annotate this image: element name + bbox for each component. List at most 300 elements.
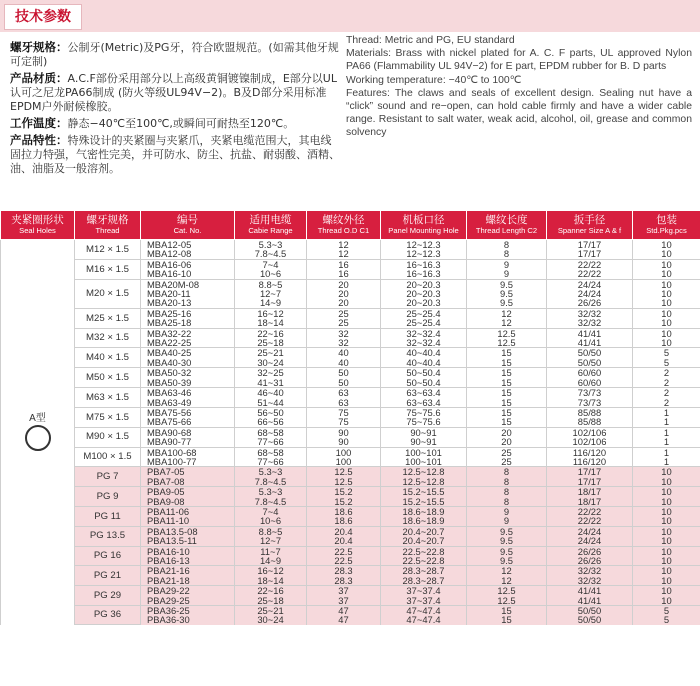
cable-range-cell: 30~24 — [235, 615, 307, 624]
spanner-size-cell: 41/41 — [547, 338, 633, 348]
cat-no-cell: MBA12-05 — [141, 240, 235, 250]
thread-length-cell: 15 — [467, 407, 547, 417]
spanner-size-cell: 24/24 — [547, 289, 633, 298]
thread-length-cell: 12 — [467, 566, 547, 576]
panel-hole-cell: 20~20.3 — [381, 279, 467, 289]
thread-length-cell: 8 — [467, 477, 547, 487]
thread-length-cell: 15 — [467, 615, 547, 624]
thread-od-cell: 25 — [307, 308, 381, 318]
std-pkg-cell: 5 — [633, 348, 700, 358]
thread-length-cell: 20 — [467, 427, 547, 437]
cat-no-cell: PBA13.5-08 — [141, 526, 235, 536]
thread-cell: M63 × 1.5 — [75, 388, 141, 408]
spec-en-material: Materials: Brass with nickel plated for A. C. F parts, UL approved Nylon PA66 (Flammability UL 94V−2) for E part, EPDM rubber for B. D parts — [346, 48, 692, 73]
std-pkg-cell: 10 — [633, 596, 700, 606]
thread-cell: PG 9 — [75, 487, 141, 507]
thread-length-cell: 12.5 — [467, 328, 547, 338]
cat-no-cell: MBA12-08 — [141, 249, 235, 259]
panel-hole-cell: 40~40.4 — [381, 358, 467, 368]
thread-length-cell: 8 — [467, 467, 547, 477]
thread-cell: PG 13.5 — [75, 526, 141, 546]
table-row — [1, 487, 700, 497]
seal-type-label: A型 — [29, 412, 46, 424]
spanner-size-cell: 17/17 — [547, 467, 633, 477]
thread-od-cell: 32 — [307, 338, 381, 348]
cable-range-cell: 22~16 — [235, 586, 307, 596]
thread-cell: M32 × 1.5 — [75, 328, 141, 348]
cable-range-cell: 25~21 — [235, 348, 307, 358]
thread-od-cell: 20 — [307, 298, 381, 308]
spec-cn-features: 产品特性：特殊设计的夹紧圈与夹紧爪，夹紧电缆范围大，其电线固拉力特强，气密性完美，并可防水、防尘、抗盐、耐弱酸、酒精、油、油脂及一般溶剂。 — [10, 133, 340, 175]
thread-od-cell: 16 — [307, 269, 381, 279]
spanner-size-cell: 32/32 — [547, 318, 633, 328]
panel-hole-cell: 50~50.4 — [381, 368, 467, 378]
table-header-row — [1, 211, 700, 240]
table-row — [1, 447, 700, 457]
thread-length-cell: 8 — [467, 487, 547, 497]
table-row — [1, 606, 700, 616]
spanner-size-cell: 102/106 — [547, 437, 633, 447]
cat-no-cell: MBA90-77 — [141, 437, 235, 447]
cable-range-cell: 7~4 — [235, 506, 307, 516]
thread-length-cell: 20 — [467, 437, 547, 447]
thread-od-cell: 28.3 — [307, 566, 381, 576]
std-pkg-cell: 10 — [633, 546, 700, 556]
spec-en-features: Features: The claws and seals of excellent design. Sealing nut have a “click” sound and re−open, can hold cable firmly and have a wider cable range. Resistant to salt water, weak acid, alcohol, oil, grease and common solvency — [346, 87, 692, 139]
thread-od-cell: 22.5 — [307, 546, 381, 556]
panel-hole-cell: 22.5~22.8 — [381, 546, 467, 556]
thread-length-cell: 15 — [467, 398, 547, 408]
panel-hole-cell: 25~25.4 — [381, 308, 467, 318]
cable-range-cell: 30~24 — [235, 358, 307, 368]
spanner-size-cell: 32/32 — [547, 576, 633, 586]
spanner-size-cell: 85/88 — [547, 417, 633, 427]
std-pkg-cell: 1 — [633, 417, 700, 427]
std-pkg-cell: 10 — [633, 556, 700, 566]
std-pkg-cell: 10 — [633, 308, 700, 318]
spanner-size-cell: 50/50 — [547, 615, 633, 624]
thread-length-cell: 25 — [467, 447, 547, 457]
thread-od-cell: 50 — [307, 368, 381, 378]
thread-od-cell: 37 — [307, 596, 381, 606]
spanner-size-cell: 24/24 — [547, 536, 633, 546]
thread-cell: M100 × 1.5 — [75, 447, 141, 467]
thread-od-cell: 15.2 — [307, 487, 381, 497]
table-row — [1, 467, 700, 477]
spec-en-temperature: Working temperature: −40℃ to 100℃ — [346, 74, 522, 86]
thread-od-cell: 20.4 — [307, 536, 381, 546]
table-row — [1, 506, 700, 516]
thread-od-cell: 100 — [307, 457, 381, 467]
std-pkg-cell: 10 — [633, 487, 700, 497]
std-pkg-cell: 10 — [633, 566, 700, 576]
cat-no-cell: MBA22-25 — [141, 338, 235, 348]
table-row — [1, 348, 700, 358]
thread-od-cell: 63 — [307, 388, 381, 398]
cat-no-cell: PBA21-16 — [141, 566, 235, 576]
cable-range-cell: 14~9 — [235, 556, 307, 566]
thread-cell: M50 × 1.5 — [75, 368, 141, 388]
cable-range-cell: 68~58 — [235, 447, 307, 457]
cable-range-cell: 25~18 — [235, 596, 307, 606]
spanner-size-cell: 41/41 — [547, 586, 633, 596]
panel-hole-cell: 75~75.6 — [381, 407, 467, 417]
thread-od-cell: 18.6 — [307, 516, 381, 526]
thread-od-cell: 20 — [307, 289, 381, 298]
cat-no-cell: PBA16-10 — [141, 546, 235, 556]
table-row — [1, 308, 700, 318]
thread-cell: PG 21 — [75, 566, 141, 586]
cat-no-cell: PBA29-25 — [141, 596, 235, 606]
thread-od-cell: 20.4 — [307, 526, 381, 536]
table-row — [1, 279, 700, 289]
cable-range-cell: 10~6 — [235, 516, 307, 526]
panel-hole-cell: 25~25.4 — [381, 318, 467, 328]
thread-length-cell: 15 — [467, 348, 547, 358]
thread-od-cell: 47 — [307, 615, 381, 624]
thread-cell: M75 × 1.5 — [75, 407, 141, 427]
panel-hole-cell: 63~63.4 — [381, 398, 467, 408]
spanner-size-cell: 17/17 — [547, 477, 633, 487]
thread-od-cell: 16 — [307, 259, 381, 269]
std-pkg-cell: 10 — [633, 259, 700, 269]
spanner-size-cell: 26/26 — [547, 556, 633, 566]
cat-no-cell: MBA75-56 — [141, 407, 235, 417]
header-thread-od: 螺纹外径 Thread O.D C1 — [307, 211, 381, 240]
spanner-size-cell: 50/50 — [547, 358, 633, 368]
panel-hole-cell: 15.2~15.5 — [381, 487, 467, 497]
table-row — [1, 526, 700, 536]
thread-length-cell: 9.5 — [467, 298, 547, 308]
panel-hole-cell: 90~91 — [381, 437, 467, 447]
header-cat-no: 编号 Cat. No. — [141, 211, 235, 240]
thread-od-cell: 12 — [307, 240, 381, 250]
header-panel-hole: 机板口径 Panel Mounting Hole — [381, 211, 467, 240]
std-pkg-cell: 10 — [633, 240, 700, 250]
std-pkg-cell: 10 — [633, 279, 700, 289]
panel-hole-cell: 100~101 — [381, 457, 467, 467]
cat-no-cell: PBA7-08 — [141, 477, 235, 487]
cable-range-cell: 18~14 — [235, 576, 307, 586]
cat-no-cell: MBA16-10 — [141, 269, 235, 279]
thread-length-cell: 12 — [467, 318, 547, 328]
table-row — [1, 368, 700, 378]
std-pkg-cell: 5 — [633, 358, 700, 368]
panel-hole-cell: 28.3~28.7 — [381, 566, 467, 576]
thread-length-cell: 9.5 — [467, 546, 547, 556]
thread-od-cell: 15.2 — [307, 497, 381, 507]
panel-hole-cell: 20.4~20.7 — [381, 526, 467, 536]
spanner-size-cell: 18/17 — [547, 497, 633, 507]
thread-length-cell: 12.5 — [467, 338, 547, 348]
cable-range-cell: 8.8~5 — [235, 526, 307, 536]
cat-no-cell: MBA100-68 — [141, 447, 235, 457]
panel-hole-cell: 90~91 — [381, 427, 467, 437]
spanner-size-cell: 41/41 — [547, 596, 633, 606]
std-pkg-cell: 10 — [633, 516, 700, 526]
thread-length-cell: 15 — [467, 378, 547, 388]
thread-cell: PG 29 — [75, 586, 141, 606]
spanner-size-cell: 24/24 — [547, 279, 633, 289]
thread-cell: M40 × 1.5 — [75, 348, 141, 368]
spec-cn-thread: 螺牙规格：公制牙(Metric)及PG牙，符合欧盟规范。(如需其他牙规可定制) — [10, 40, 339, 68]
spec-chinese — [10, 40, 340, 178]
thread-length-cell: 9 — [467, 259, 547, 269]
thread-cell: PG 11 — [75, 506, 141, 526]
std-pkg-cell: 1 — [633, 457, 700, 467]
std-pkg-cell: 10 — [633, 536, 700, 546]
cat-no-cell: MBA50-39 — [141, 378, 235, 388]
cat-no-cell: MBA40-30 — [141, 358, 235, 368]
thread-od-cell: 100 — [307, 447, 381, 457]
table-row — [1, 546, 700, 556]
panel-hole-cell: 16~16.3 — [381, 269, 467, 279]
thread-od-cell: 12.5 — [307, 477, 381, 487]
thread-od-cell: 90 — [307, 427, 381, 437]
panel-hole-cell: 12.5~12.8 — [381, 467, 467, 477]
cable-range-cell: 10~6 — [235, 269, 307, 279]
spec-table — [0, 210, 700, 625]
thread-length-cell: 9.5 — [467, 536, 547, 546]
cable-range-cell: 25~21 — [235, 606, 307, 616]
panel-hole-cell: 37~37.4 — [381, 586, 467, 596]
thread-od-cell: 28.3 — [307, 576, 381, 586]
std-pkg-cell: 10 — [633, 298, 700, 308]
spanner-size-cell: 60/60 — [547, 368, 633, 378]
thread-od-cell: 12.5 — [307, 467, 381, 477]
std-pkg-cell: 10 — [633, 318, 700, 328]
cat-no-cell: PBA11-06 — [141, 506, 235, 516]
thread-length-cell: 8 — [467, 497, 547, 507]
cat-no-cell: MBA20M-08 — [141, 279, 235, 289]
cable-range-cell: 7.8~4.5 — [235, 497, 307, 507]
cable-range-cell: 14~9 — [235, 298, 307, 308]
thread-cell: M16 × 1.5 — [75, 259, 141, 279]
cat-no-cell: PBA13.5-11 — [141, 536, 235, 546]
section-header-bar — [0, 0, 700, 32]
panel-hole-cell: 32~32.4 — [381, 338, 467, 348]
thread-od-cell: 25 — [307, 318, 381, 328]
thread-od-cell: 75 — [307, 407, 381, 417]
table-row — [1, 566, 700, 576]
spanner-size-cell: 26/26 — [547, 546, 633, 556]
cat-no-cell: PBA16-13 — [141, 556, 235, 566]
table-row — [1, 240, 700, 250]
panel-hole-cell: 18.6~18.9 — [381, 516, 467, 526]
thread-length-cell: 15 — [467, 417, 547, 427]
thread-od-cell: 75 — [307, 417, 381, 427]
thread-length-cell: 9.5 — [467, 279, 547, 289]
thread-cell: M90 × 1.5 — [75, 427, 141, 447]
std-pkg-cell: 1 — [633, 427, 700, 437]
cat-no-cell: PBA29-22 — [141, 586, 235, 596]
cable-range-cell: 5.3~3 — [235, 240, 307, 250]
thread-cell: M25 × 1.5 — [75, 308, 141, 328]
spanner-size-cell: 26/26 — [547, 298, 633, 308]
thread-length-cell: 9.5 — [467, 556, 547, 566]
header-thread: 螺牙规格 Thread — [75, 211, 141, 240]
panel-hole-cell: 12~12.3 — [381, 240, 467, 250]
std-pkg-cell: 5 — [633, 615, 700, 624]
cable-range-cell: 16~12 — [235, 566, 307, 576]
std-pkg-cell: 10 — [633, 269, 700, 279]
std-pkg-cell: 5 — [633, 606, 700, 616]
spec-cn-temperature: 工作温度：静态−40℃至100℃,或瞬间可耐热至120℃。 — [10, 116, 295, 130]
table-row — [1, 407, 700, 417]
panel-hole-cell: 75~75.6 — [381, 417, 467, 427]
thread-length-cell: 12.5 — [467, 596, 547, 606]
cat-no-cell: MBA20-13 — [141, 298, 235, 308]
cable-range-cell: 18~14 — [235, 318, 307, 328]
std-pkg-cell: 10 — [633, 576, 700, 586]
std-pkg-cell: 10 — [633, 497, 700, 507]
panel-hole-cell: 37~37.4 — [381, 596, 467, 606]
cat-no-cell: MBA63-46 — [141, 388, 235, 398]
cat-no-cell: MBA16-06 — [141, 259, 235, 269]
panel-hole-cell: 12.5~12.8 — [381, 477, 467, 487]
std-pkg-cell: 2 — [633, 398, 700, 408]
thread-cell: PG 7 — [75, 467, 141, 487]
thread-length-cell: 15 — [467, 368, 547, 378]
panel-hole-cell: 22.5~22.8 — [381, 556, 467, 566]
thread-cell: PG 16 — [75, 546, 141, 566]
spanner-size-cell: 22/22 — [547, 516, 633, 526]
cable-range-cell: 25~18 — [235, 338, 307, 348]
spec-table-wrap — [0, 210, 700, 625]
header-thread-length: 螺纹长度 Thread Length C2 — [467, 211, 547, 240]
spanner-size-cell: 17/17 — [547, 249, 633, 259]
spanner-size-cell: 41/41 — [547, 328, 633, 338]
thread-length-cell: 15 — [467, 358, 547, 368]
cable-range-cell: 7.8~4.5 — [235, 249, 307, 259]
cat-no-cell: MBA20-11 — [141, 289, 235, 298]
thread-length-cell: 15 — [467, 606, 547, 616]
spanner-size-cell: 22/22 — [547, 259, 633, 269]
table-body — [1, 240, 700, 625]
thread-cell: M12 × 1.5 — [75, 240, 141, 260]
thread-od-cell: 90 — [307, 437, 381, 447]
spanner-size-cell: 102/106 — [547, 427, 633, 437]
panel-hole-cell: 50~50.4 — [381, 378, 467, 388]
table-row — [1, 427, 700, 437]
cat-no-cell: PBA11-10 — [141, 516, 235, 526]
std-pkg-cell: 2 — [633, 378, 700, 388]
spanner-size-cell: 73/73 — [547, 398, 633, 408]
panel-hole-cell: 16~16.3 — [381, 259, 467, 269]
thread-length-cell: 12 — [467, 576, 547, 586]
thread-length-cell: 12 — [467, 308, 547, 318]
panel-hole-cell: 40~40.4 — [381, 348, 467, 358]
cable-range-cell: 51~44 — [235, 398, 307, 408]
cable-range-cell: 77~66 — [235, 437, 307, 447]
thread-od-cell: 20 — [307, 279, 381, 289]
cat-no-cell: MBA25-16 — [141, 308, 235, 318]
panel-hole-cell: 12~12.3 — [381, 249, 467, 259]
cat-no-cell: PBA36-30 — [141, 615, 235, 624]
thread-od-cell: 40 — [307, 358, 381, 368]
panel-hole-cell: 20~20.3 — [381, 289, 467, 298]
std-pkg-cell: 10 — [633, 477, 700, 487]
panel-hole-cell: 18.6~18.9 — [381, 506, 467, 516]
std-pkg-cell: 1 — [633, 407, 700, 417]
std-pkg-cell: 2 — [633, 388, 700, 398]
cat-no-cell: MBA40-25 — [141, 348, 235, 358]
spanner-size-cell: 73/73 — [547, 388, 633, 398]
panel-hole-cell: 47~47.4 — [381, 606, 467, 616]
cable-range-cell: 16~12 — [235, 308, 307, 318]
cable-range-cell: 68~58 — [235, 427, 307, 437]
spanner-size-cell: 50/50 — [547, 348, 633, 358]
thread-od-cell: 37 — [307, 586, 381, 596]
spanner-size-cell: 50/50 — [547, 606, 633, 616]
cat-no-cell: PBA21-18 — [141, 576, 235, 586]
cable-range-cell: 77~66 — [235, 457, 307, 467]
cable-range-cell: 56~50 — [235, 407, 307, 417]
cat-no-cell: MBA75-66 — [141, 417, 235, 427]
spec-cn-material: 产品材质：A.C.F部份采用部分以上高级黄铜镀镍制成，E部分以UL认可之尼龙PA66制成 (防火等级UL94V−2)。B及D部分采用标准EPDM户外耐候橡胶。 — [10, 71, 337, 113]
cable-range-cell: 12~7 — [235, 536, 307, 546]
cat-no-cell: PBA9-08 — [141, 497, 235, 507]
std-pkg-cell: 1 — [633, 447, 700, 457]
table-row — [1, 388, 700, 398]
spanner-size-cell: 24/24 — [547, 526, 633, 536]
header-std-pkg: 包装 Std.Pkg.pcs — [633, 211, 700, 240]
cat-no-cell: PBA9-05 — [141, 487, 235, 497]
spanner-size-cell: 22/22 — [547, 506, 633, 516]
panel-hole-cell: 63~63.4 — [381, 388, 467, 398]
spanner-size-cell: 18/17 — [547, 487, 633, 497]
spanner-size-cell: 22/22 — [547, 269, 633, 279]
header-cable-range: 适用电缆 Cabie Range — [235, 211, 307, 240]
cable-range-cell: 7.8~4.5 — [235, 477, 307, 487]
cable-range-cell: 5.3~3 — [235, 467, 307, 477]
table-row — [1, 259, 700, 269]
spanner-size-cell: 116/120 — [547, 447, 633, 457]
std-pkg-cell: 10 — [633, 328, 700, 338]
panel-hole-cell: 20~20.3 — [381, 298, 467, 308]
seal-type-cell — [1, 240, 75, 625]
thread-length-cell: 9 — [467, 506, 547, 516]
table-row — [1, 328, 700, 338]
spanner-size-cell: 17/17 — [547, 240, 633, 250]
spanner-size-cell: 116/120 — [547, 457, 633, 467]
thread-od-cell: 18.6 — [307, 506, 381, 516]
thread-length-cell: 12.5 — [467, 586, 547, 596]
cat-no-cell: MBA50-32 — [141, 368, 235, 378]
thread-od-cell: 40 — [307, 348, 381, 358]
cat-no-cell: MBA63-49 — [141, 398, 235, 408]
cat-no-cell: PBA7-05 — [141, 467, 235, 477]
cable-range-cell: 22~16 — [235, 328, 307, 338]
cat-no-cell: MBA25-18 — [141, 318, 235, 328]
panel-hole-cell: 28.3~28.7 — [381, 576, 467, 586]
thread-length-cell: 25 — [467, 457, 547, 467]
cat-no-cell: MBA90-68 — [141, 427, 235, 437]
std-pkg-cell: 10 — [633, 586, 700, 596]
thread-length-cell: 9.5 — [467, 289, 547, 298]
cable-range-cell: 11~7 — [235, 546, 307, 556]
thread-od-cell: 32 — [307, 328, 381, 338]
thread-cell: PG 36 — [75, 606, 141, 625]
header-spanner-size: 扳手径 Spanner Size A & f — [547, 211, 633, 240]
std-pkg-cell: 2 — [633, 368, 700, 378]
cable-range-cell: 8.8~5 — [235, 279, 307, 289]
panel-hole-cell: 15.2~15.5 — [381, 497, 467, 507]
thread-length-cell: 9.5 — [467, 526, 547, 536]
cable-range-cell: 7~4 — [235, 259, 307, 269]
thread-od-cell: 50 — [307, 378, 381, 388]
panel-hole-cell: 100~101 — [381, 447, 467, 457]
